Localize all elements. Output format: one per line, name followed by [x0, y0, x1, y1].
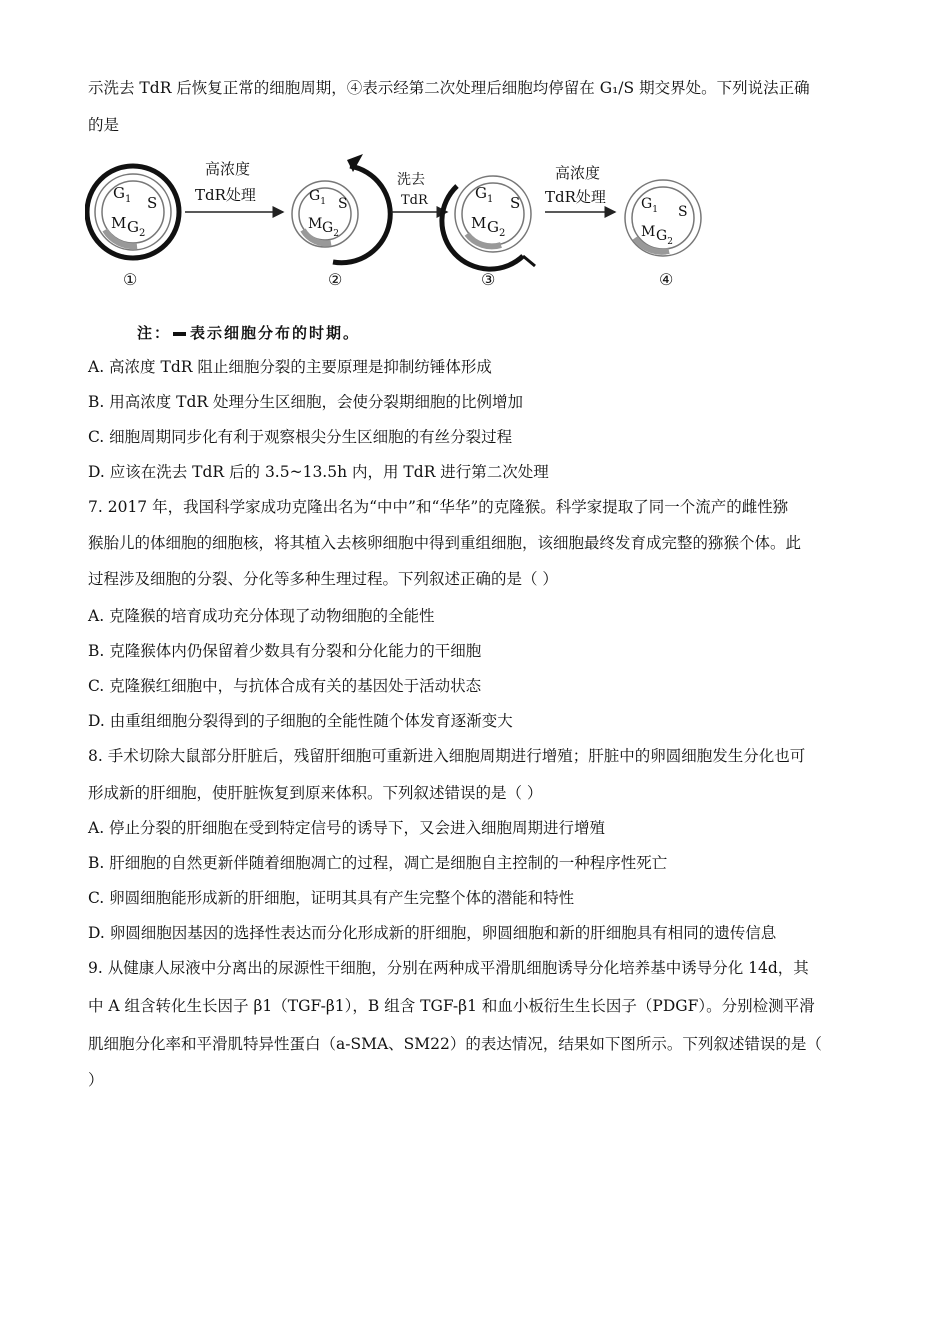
phase-g1-label-3: $G_1$ — [475, 184, 494, 205]
cycle-diagram-1 — [87, 166, 179, 289]
figure-number-4: ④ — [659, 270, 674, 289]
phase-m-label-4: M — [641, 224, 656, 240]
q6-option-a: A. 高浓度 TdR 阻止细胞分裂的主要原理是抑制纺锤体形成 — [88, 358, 492, 376]
arrow1-label-top: 高浓度 — [205, 160, 251, 178]
phase-m-label-2: M — [308, 216, 323, 232]
q6-option-d: D. 应该在洗去 TdR 后的 3.5~13.5h 内，用 TdR 进行第二次处理 — [88, 463, 549, 481]
intro-line-1: 示洗去 TdR 后恢复正常的细胞周期，④表示经第二次处理后细胞均停留在 G₁/S 期交界处。下列说法正确 — [88, 79, 810, 97]
cycle-diagram-4 — [625, 180, 701, 289]
phase-g1-label-2: $G_1$ — [309, 188, 326, 207]
phase-g2-label-2: $G_2$ — [322, 220, 339, 239]
phase-g2-label-3: $G_2$ — [487, 218, 506, 239]
q7-option-a: A. 克隆猴的培育成功充分体现了动物细胞的全能性 — [88, 607, 435, 625]
figure-note — [137, 322, 360, 343]
cell-cycle-figure — [85, 148, 725, 348]
q9-stem-line-2: 中 A 组含转化生长因子 β1（TGF-β1），B 组含 TGF-β1 和血小板衍生生长因子（PDGF）。分别检测平滑 — [88, 997, 815, 1015]
arrow1-label-bottom: TdR处理 — [195, 186, 256, 204]
q9-stem-line-1: 9. 从健康人尿液中分离出的尿源性干细胞，分别在两种成平滑肌细胞诱导分化培养基中诱导分化 14d，其 — [88, 959, 809, 977]
q9-stem-line-3: 肌细胞分化率和平滑肌特异性蛋白（a-SMA、SM22）的表达情况，结果如下图所示。下列叙述错误的是（ — [88, 1035, 822, 1053]
arrow3-label-bottom: TdR处理 — [545, 188, 606, 206]
arrow2-label-top: 洗去 — [397, 172, 425, 188]
q9-stem-line-4: ） — [88, 1071, 104, 1089]
phase-m-label-1: M — [111, 214, 127, 232]
arrow3-label-top: 高浓度 — [555, 164, 601, 182]
q7-stem-line-2: 猴胎儿的体细胞的细胞核，将其植入去核卵细胞中得到重组细胞，该细胞最终发育成完整的猕猴个体。此 — [88, 534, 802, 552]
phase-g2-label-4: $G_2$ — [656, 228, 673, 247]
phase-g1-label-4: $G_1$ — [641, 196, 658, 215]
arrow-wash-tdr — [391, 171, 447, 212]
q8-option-a: A. 停止分裂的肝细胞在受到特定信号的诱导下，又会进入细胞周期进行增殖 — [88, 819, 606, 837]
legend-bar — [173, 332, 186, 336]
q6-option-b: B. 用高浓度 TdR 处理分生区细胞，会使分裂期细胞的比例增加 — [88, 393, 524, 411]
q7-option-c: C. 克隆猴红细胞中，与抗体合成有关的基因处于活动状态 — [88, 677, 482, 695]
figure-number-2: ② — [328, 270, 343, 289]
intro-line-2: 的是 — [88, 116, 120, 134]
phase-s-label-2: S — [338, 196, 348, 212]
figure-number-3: ③ — [481, 270, 496, 289]
phase-s-label-3: S — [510, 194, 521, 212]
q7-stem-line-1: 7. 2017 年，我国科学家成功克隆出名为“中中”和“华华”的克隆猴。科学家提取了同一个流产的雌性猕 — [88, 498, 789, 516]
phase-m-label-3: M — [471, 214, 487, 232]
q8-option-b: B. 肝细胞的自然更新伴随着细胞凋亡的过程，凋亡是细胞自主控制的一种程序性死亡 — [88, 854, 668, 872]
q7-stem-line-3: 过程涉及细胞的分裂、分化等多种生理过程。下列叙述正确的是（ ） — [88, 570, 558, 588]
q8-stem-line-2: 形成新的肝细胞，使肝脏恢复到原来体积。下列叙述错误的是（ ） — [88, 784, 543, 802]
phase-s-label-1: S — [147, 194, 158, 212]
arrow-high-tdr-1 — [185, 160, 283, 212]
arrow2-label-bottom: TdR — [401, 193, 428, 208]
phase-g1-label-1: $G_1$ — [113, 184, 132, 205]
phase-s-label-4: S — [678, 204, 688, 220]
q8-stem-line-1: 8. 手术切除大鼠部分肝脏后，残留肝细胞可重新进入细胞周期进行增殖；肝脏中的卵圆细胞发生分化也可 — [88, 747, 806, 765]
arrow-high-tdr-2 — [545, 164, 615, 212]
q8-option-c: C. 卵圆细胞能形成新的肝细胞，证明其具有产生完整个体的潜能和特性 — [88, 889, 575, 907]
note-text: 表示细胞分布的时期。 — [190, 324, 361, 342]
q8-option-d: D. 卵圆细胞因基因的选择性表达而分化形成新的肝细胞，卵圆细胞和新的肝细胞具有相同的遗传信息 — [88, 924, 777, 942]
q7-option-b: B. 克隆猴体内仍保留着少数具有分裂和分化能力的干细胞 — [88, 642, 482, 660]
note-prefix: 注： — [137, 324, 172, 342]
cycle-diagram-3 — [442, 176, 535, 289]
phase-g2-label-1: $G_2$ — [127, 218, 146, 239]
q7-option-d: D. 由重组细胞分裂得到的子细胞的全能性随个体发育逐渐变大 — [88, 712, 513, 730]
q6-option-c: C. 细胞周期同步化有利于观察根尖分生区细胞的有丝分裂过程 — [88, 428, 513, 446]
figure-number-1: ① — [123, 270, 138, 289]
cycle-diagram-2 — [292, 154, 390, 289]
